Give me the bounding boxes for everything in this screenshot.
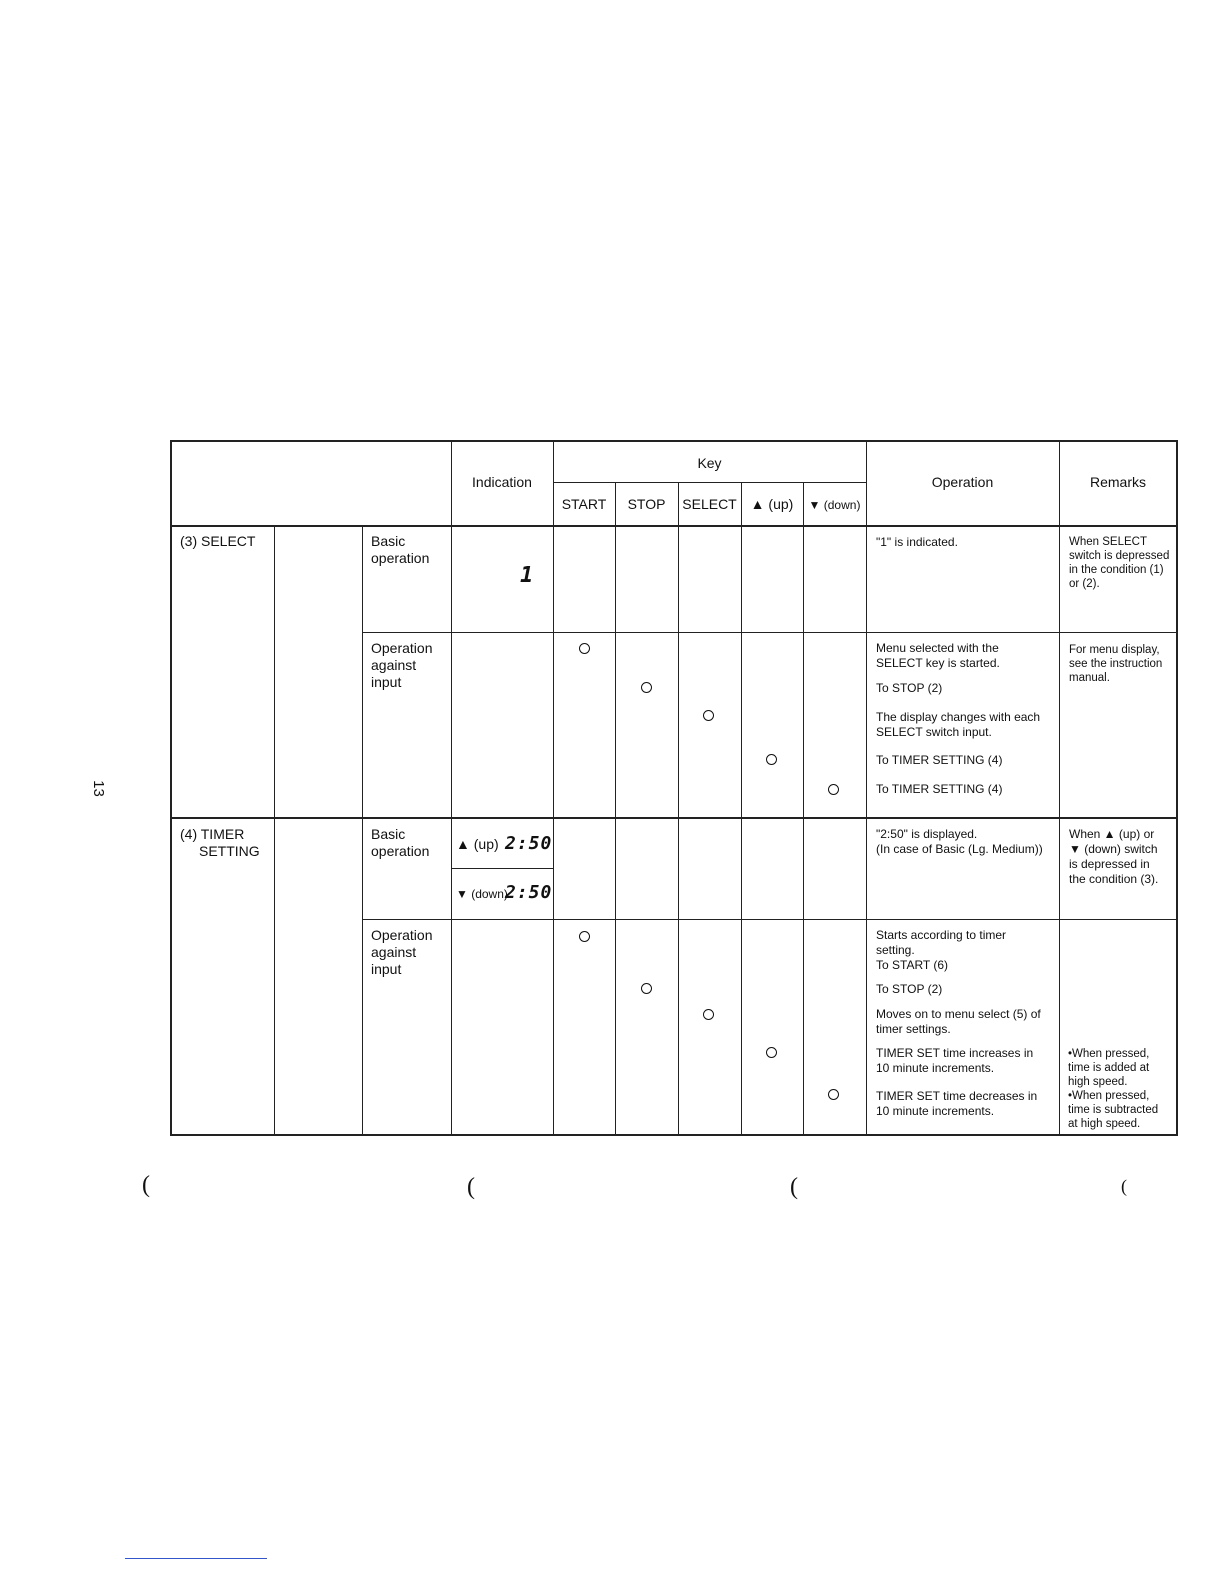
select-basic-remarks: When SELECT switch is depressed in the condition (1) or (2). — [1069, 536, 1170, 590]
timer-up-label: ▲ (up) — [456, 836, 499, 852]
timer-op-stop: To STOP (2) — [876, 982, 943, 996]
header-operation: Operation — [931, 474, 994, 490]
key-select: SELECT — [682, 496, 737, 512]
binding-mark-4: ( — [1121, 1176, 1127, 1196]
timer-section-title-2: SETTING — [199, 843, 260, 859]
select-start-mark — [579, 643, 590, 654]
timer-up-mark — [766, 1047, 777, 1058]
select-basic-label: Basic operation — [371, 533, 430, 566]
timer-op-select: Moves on to menu select (5) of timer settings. — [876, 1007, 1041, 1036]
select-stop-mark — [641, 682, 652, 693]
select-select-mark — [703, 710, 714, 721]
timer-up-display: 2:50 — [505, 833, 553, 854]
select-op-down: To TIMER SETTING (4) — [876, 782, 1003, 796]
timer-down-label: ▼ (down) — [456, 887, 508, 901]
header-indication: Indication — [472, 474, 532, 490]
select-op-stop: To STOP (2) — [876, 681, 943, 695]
select-basic-operation: "1" is indicated. — [876, 535, 958, 549]
key-up: ▲ (up) — [750, 496, 794, 512]
key-stop: STOP — [627, 496, 666, 512]
timer-start-mark — [579, 931, 590, 942]
select-indication-display: 1 — [520, 563, 535, 588]
link-underline — [125, 1558, 267, 1559]
header-remarks: Remarks — [1089, 474, 1146, 490]
select-up-mark — [766, 754, 777, 765]
timer-select-mark — [703, 1009, 714, 1020]
select-down-mark — [828, 784, 839, 795]
header-key: Key — [697, 455, 722, 471]
binding-mark-3: ( — [790, 1174, 798, 1200]
timer-down-display: 2:50 — [505, 882, 553, 903]
timer-remark-up: •When pressed, time is added at high speed. — [1068, 1048, 1150, 1088]
select-op-start: Menu selected with the SELECT key is started. — [876, 641, 1000, 670]
timer-basic-operation: "2:50" is displayed. (In case of Basic (Lg. Medium)) — [876, 827, 1043, 856]
binding-mark-1: ( — [142, 1172, 150, 1198]
page-number: 13 — [89, 780, 107, 797]
binding-mark-2: ( — [467, 1174, 475, 1200]
timer-op-start: Starts according to timer setting. To START (6) — [876, 928, 1007, 972]
key-down: ▼ (down) — [808, 498, 861, 512]
select-input-remarks: For menu display, see the instruction manual. — [1069, 644, 1163, 684]
select-section-title: (3) SELECT — [180, 533, 256, 549]
timer-down-mark — [828, 1089, 839, 1100]
timer-op-up: TIMER SET time increases in 10 minute increments. — [876, 1046, 1034, 1075]
timer-input-label: Operation against input — [371, 927, 433, 977]
key-start: START — [561, 496, 607, 512]
timer-basic-remarks: When ▲ (up) or ▼ (down) switch is depressed in the condition (3). — [1069, 827, 1159, 886]
select-op-up: To TIMER SETTING (4) — [876, 753, 1003, 767]
timer-basic-label: Basic operation — [371, 826, 430, 859]
timer-stop-mark — [641, 983, 652, 994]
select-input-label: Operation against input — [371, 640, 433, 690]
timer-section-title-1: (4) TIMER — [180, 826, 245, 842]
timer-remark-down: •When pressed, time is subtracted at high speed. — [1068, 1090, 1159, 1130]
timer-op-down: TIMER SET time decreases in 10 minute increments. — [876, 1089, 1038, 1118]
select-op-select: The display changes with each SELECT switch input. — [876, 710, 1041, 739]
